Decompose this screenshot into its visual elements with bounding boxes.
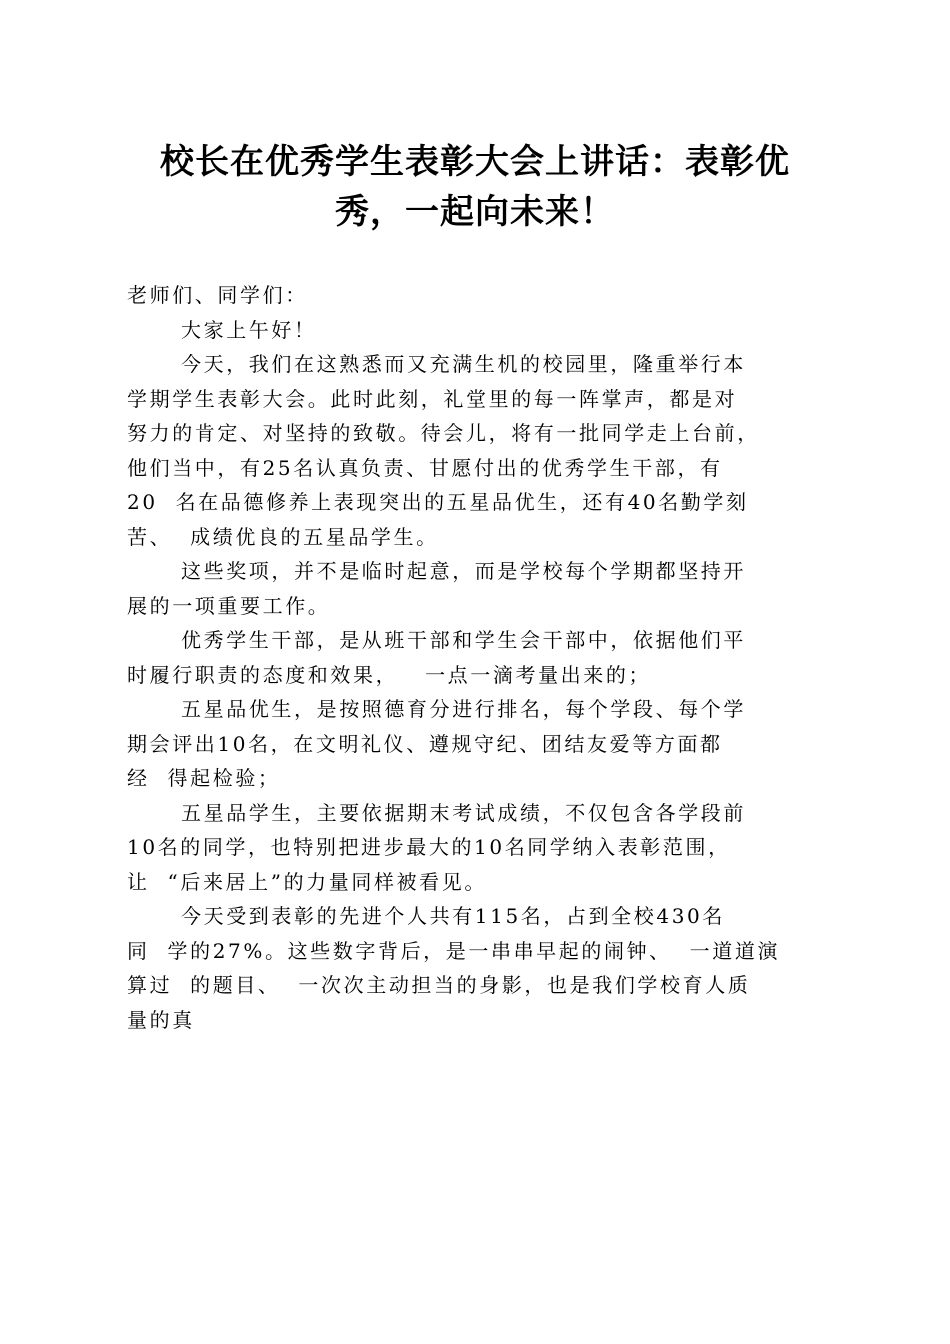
paragraph-line: 苦、 成绩优良的五星品学生。 <box>127 524 439 549</box>
paragraph <box>127 796 827 900</box>
paragraph <box>127 347 827 554</box>
paragraph-line: 期会评出10名，在文明礼仪、遵规守纪、团结友爱等方面都 <box>127 731 723 756</box>
paragraph-line: 优秀学生干部，是从班干部和学生会干部中，依据他们平 <box>181 628 746 652</box>
paragraph <box>127 692 827 796</box>
paragraph-line: 量的真 <box>127 1007 195 1032</box>
paragraph <box>127 623 827 692</box>
page-title <box>120 137 830 237</box>
paragraph <box>127 899 827 1037</box>
title-line: 校长在优秀学生表彰大会上讲话：表彰优 <box>160 142 790 182</box>
salutation: 老师们、同学们： <box>127 283 308 307</box>
paragraph-line: 让 “后来居上”的力量同样被看见。 <box>127 869 487 894</box>
title-line: 秀，一起向未来！ <box>335 192 615 232</box>
paragraph-line: 展的一项重要工作。 <box>127 593 331 618</box>
paragraph <box>127 554 827 623</box>
greeting: 大家上午好！ <box>181 317 317 342</box>
speech-body <box>127 278 827 1037</box>
paragraph-line: 今天，我们在这熟悉而又充满生机的校园里，隆重举行本 <box>181 352 746 376</box>
paragraph-line: 学期学生表彰大会。此时此刻，礼堂里的每一阵掌声，都是对 <box>127 386 738 411</box>
paragraph-line: 时履行职责的态度和效果， 一点一滴考量出来的； <box>127 662 652 687</box>
paragraph-line: 同 学的27%。这些数字背后，是一串串早起的闹钟、 一道道演 <box>127 938 781 963</box>
paragraph-line: 五星品优生，是按照德育分进行排名，每个学段、每个学 <box>181 697 746 721</box>
paragraph-line: 20 名在品德修养上表现突出的五星品优生，还有40名勤学刻 <box>127 490 749 514</box>
paragraph-line: 这些奖项，并不是临时起意，而是学校每个学期都坚持开 <box>181 559 746 583</box>
paragraph-line: 今天受到表彰的先进个人共有115名，占到全校430名 <box>181 904 725 928</box>
paragraph-line: 算过 的题目、 一次次主动担当的身影，也是我们学校育人质 <box>127 973 751 997</box>
paragraph-line: 10名的同学，也特别把进步最大的10名同学纳入表彰范围， <box>127 835 731 859</box>
paragraph-line: 努力的肯定、对坚持的致敬。待会儿，将有一批同学走上台前， <box>127 421 760 445</box>
paragraph-line: 五星品学生，主要依据期末考试成绩，不仅包含各学段前 <box>181 800 746 825</box>
paragraph-line: 他们当中，有25名认真负责、甘愿付出的优秀学生干部，有 <box>127 455 723 480</box>
paragraph-line: 经 得起检验； <box>127 766 281 790</box>
